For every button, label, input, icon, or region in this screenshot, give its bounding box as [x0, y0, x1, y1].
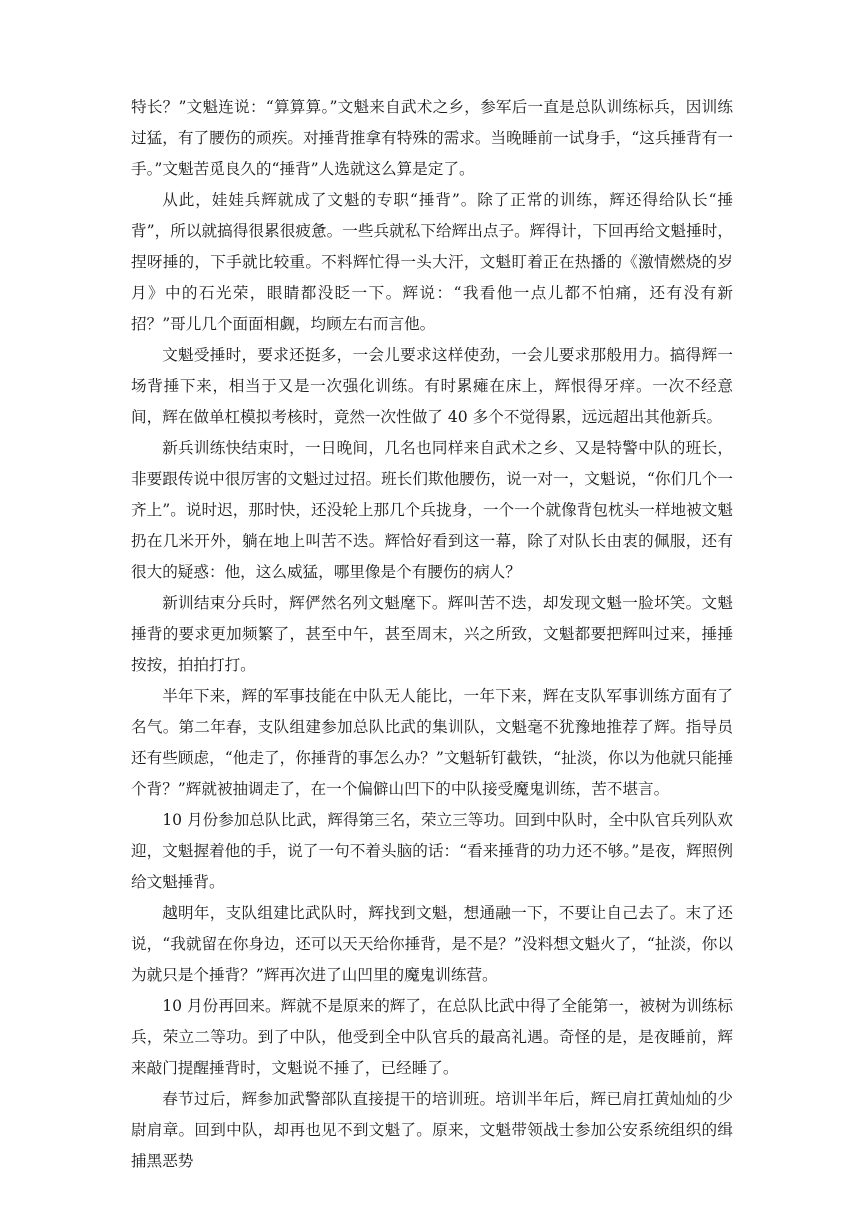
- paragraph-1: 特长？”文魁连说：“算算算。”文魁来自武术之乡，参军后一直是总队训练标兵，因训练过猛，有了腰伤的顽疾。对捶背推拿有特殊的需求。当晚睡前一试身手，“这兵捶背有一手。”文魁苦觅良久的“捶背”人选就这么算是定了。: [131, 98, 733, 178]
- paragraph-4: 新兵训练快结束时，一日晚间，几名也同样来自武术之乡、又是特警中队的班长，非要跟传说中很厉害的文魁过过招。班长们欺他腰伤，说一对一，文魁说，“你们几个一齐上”。说时迟，那时快，还没轮上那几个兵拢身，一个一个就像背包枕头一样地被文魁扔在几米开外，躺在地上叫苦不迭。辉恰好看到这一幕，除了对队长由衷的佩服，还有很大的疑惑：他，这么威猛，哪里像是个有腰伤的病人？: [131, 439, 733, 581]
- paragraph-2: 从此，娃娃兵辉就成了文魁的专职“捶背”。除了正常的训练，辉还得给队长“捶背”，所以就搞得很累很疲惫。一些兵就私下给辉出点子。辉得计，下回再给文魁捶时，捏呀捶的，下手就比较重。不料辉忙得一头大汗，文魁盯着正在热播的《激情燃烧的岁月》中的石光荣，眼睛都没眨一下。辉说：“我看他一点儿都不怕痛，还有没有新招？”哥儿几个面面相觑，均顾左右而言他。: [131, 191, 733, 333]
- paragraph-5: 新训结束分兵时，辉俨然名列文魁麾下。辉叫苦不迭，却发现文魁一脸坏笑。文魁捶背的要求更加频繁了，甚至中午，甚至周末，兴之所致，文魁都要把辉叫过来，捶捶按按，拍拍打打。: [131, 594, 733, 674]
- paragraph-9: 10 月份再回来。辉就不是原来的辉了，在总队比武中得了全能第一，被树为训练标兵，荣立二等功。到了中队，他受到全中队官兵的最高礼遇。奇怪的是，是夜睡前，辉来敲门提醒捶背时，文魁说不捶了，已经睡了。: [131, 997, 733, 1077]
- paragraph-3: 文魁受捶时，要求还挺多，一会儿要求这样使劲，一会儿要求那般用力。搞得辉一场背捶下来，相当于又是一次强化训练。有时累瘫在床上，辉恨得牙痒。一次不经意间，辉在做单杠模拟考核时，竟然一次性做了 40 多个不觉得累，远远超出其他新兵。: [131, 346, 733, 426]
- paragraph-10: 春节过后，辉参加武警部队直接提干的培训班。培训半年后，辉已肩扛黄灿灿的少尉肩章。回到中队，却再也见不到文魁了。原来，文魁带领战士参加公安系统组织的缉捕黑恶势: [131, 1090, 733, 1170]
- paragraph-6: 半年下来，辉的军事技能在中队无人能比，一年下来，辉在支队军事训练方面有了名气。第二年春，支队组建参加总队比武的集训队，文魁毫不犹豫地推荐了辉。指导员还有些顾虑，“他走了，你捶背的事怎么办？”文魁斩钉截铁，“扯淡，你以为他就只能捶个背？”辉就被抽调走了，在一个偏僻山凹下的中队接受魔鬼训练，苦不堪言。: [131, 687, 733, 798]
- paragraph-7: 10 月份参加总队比武，辉得第三名，荣立三等功。回到中队时，全中队官兵列队欢迎，文魁握着他的手，说了一句不着头脑的话：“看来捶背的功力还不够。”是夜，辉照例给文魁捶背。: [131, 811, 733, 891]
- paragraph-8: 越明年，支队组建比武队时，辉找到文魁，想通融一下，不要让自己去了。末了还说，“我就留在你身边，还可以天天给你捶背，是不是？”没料想文魁火了，“扯淡，你以为就只是个捶背？”辉再次进了山凹里的魔鬼训练营。: [131, 904, 733, 984]
- story-body: [131, 92, 733, 1177]
